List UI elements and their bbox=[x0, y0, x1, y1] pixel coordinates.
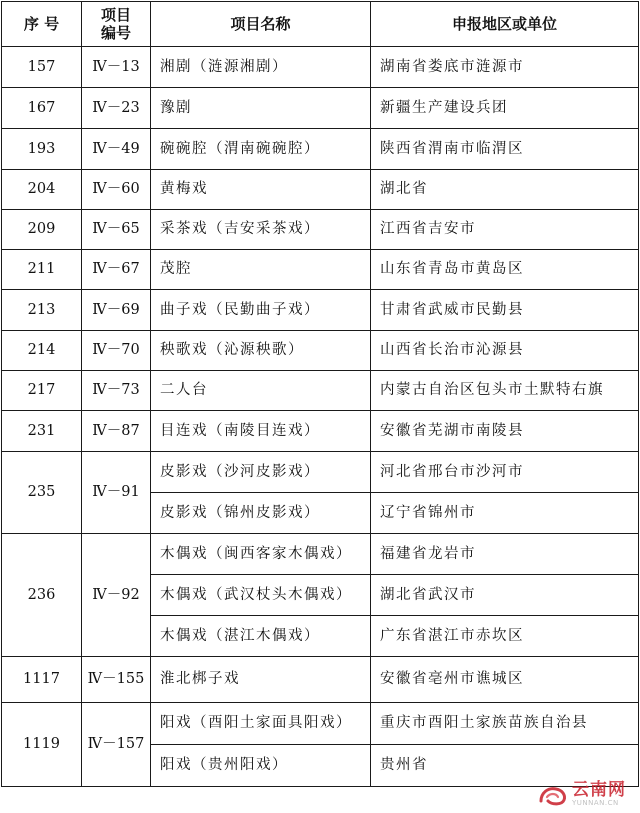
name-cell: 碗碗腔（渭南碗碗腔） bbox=[151, 129, 371, 170]
seq-cell: 235 bbox=[2, 452, 82, 534]
seq-cell: 1119 bbox=[2, 703, 82, 787]
name-cell: 采茶戏（吉安采茶戏） bbox=[151, 210, 371, 250]
code-cell: Ⅳ－155 bbox=[82, 657, 151, 703]
region-cell: 福建省龙岩市 bbox=[371, 534, 639, 575]
code-cell: Ⅳ－87 bbox=[82, 411, 151, 452]
name-cell: 茂腔 bbox=[151, 250, 371, 290]
name-cell: 曲子戏（民勤曲子戏） bbox=[151, 290, 371, 331]
name-cell: 阳戏（酉阳土家面具阳戏） bbox=[151, 703, 371, 745]
name-cell: 阳戏（贵州阳戏） bbox=[151, 745, 371, 787]
seq-cell: 204 bbox=[2, 170, 82, 210]
code-cell: Ⅳ－92 bbox=[82, 534, 151, 657]
table-row bbox=[2, 210, 639, 250]
table-row bbox=[2, 129, 639, 170]
region-cell: 江西省吉安市 bbox=[371, 210, 639, 250]
table-header-row bbox=[2, 2, 639, 47]
table-row bbox=[2, 331, 639, 371]
name-cell: 木偶戏（武汉杖头木偶戏） bbox=[151, 575, 371, 616]
seq-cell: 193 bbox=[2, 129, 82, 170]
seq-cell: 167 bbox=[2, 88, 82, 129]
seq-cell: 236 bbox=[2, 534, 82, 657]
region-cell: 甘肃省武威市民勤县 bbox=[371, 290, 639, 331]
region-cell: 山西省长治市沁源县 bbox=[371, 331, 639, 371]
table-row bbox=[2, 452, 639, 493]
seq-cell: 209 bbox=[2, 210, 82, 250]
name-cell: 豫剧 bbox=[151, 88, 371, 129]
code-cell: Ⅳ－157 bbox=[82, 703, 151, 787]
code-cell: Ⅳ－67 bbox=[82, 250, 151, 290]
name-cell: 目连戏（南陵目连戏） bbox=[151, 411, 371, 452]
table-row bbox=[2, 657, 639, 703]
name-cell: 黄梅戏 bbox=[151, 170, 371, 210]
region-cell: 湖北省 bbox=[371, 170, 639, 210]
seq-cell: 211 bbox=[2, 250, 82, 290]
region-cell: 新疆生产建设兵团 bbox=[371, 88, 639, 129]
region-cell: 广东省湛江市赤坎区 bbox=[371, 616, 639, 657]
name-cell: 皮影戏（锦州皮影戏） bbox=[151, 493, 371, 534]
table-row bbox=[2, 703, 639, 745]
region-cell: 辽宁省锦州市 bbox=[371, 493, 639, 534]
header-seq: 序 号 bbox=[2, 2, 82, 47]
watermark-subtext: YUNNAN.CN bbox=[572, 799, 619, 807]
heritage-project-table bbox=[1, 1, 639, 787]
seq-cell: 231 bbox=[2, 411, 82, 452]
watermark-text: 云南网 bbox=[572, 780, 626, 800]
name-cell: 木偶戏（湛江木偶戏） bbox=[151, 616, 371, 657]
name-cell: 皮影戏（沙河皮影戏） bbox=[151, 452, 371, 493]
table-row bbox=[2, 411, 639, 452]
region-cell: 内蒙古自治区包头市土默特右旗 bbox=[371, 371, 639, 411]
table-row bbox=[2, 290, 639, 331]
name-cell: 湘剧（涟源湘剧） bbox=[151, 47, 371, 88]
code-cell: Ⅳ－65 bbox=[82, 210, 151, 250]
region-cell: 安徽省芜湖市南陵县 bbox=[371, 411, 639, 452]
table-row bbox=[2, 250, 639, 290]
table-row bbox=[2, 534, 639, 575]
name-cell: 二人台 bbox=[151, 371, 371, 411]
yunnan-logo-icon bbox=[538, 783, 568, 807]
code-cell: Ⅳ－60 bbox=[82, 170, 151, 210]
seq-cell: 157 bbox=[2, 47, 82, 88]
table-row bbox=[2, 88, 639, 129]
seq-cell: 1117 bbox=[2, 657, 82, 703]
header-name: 项目名称 bbox=[151, 2, 371, 47]
region-cell: 安徽省亳州市谯城区 bbox=[371, 657, 639, 703]
code-cell: Ⅳ－49 bbox=[82, 129, 151, 170]
region-cell: 湖北省武汉市 bbox=[371, 575, 639, 616]
code-cell: Ⅳ－73 bbox=[82, 371, 151, 411]
code-cell: Ⅳ－91 bbox=[82, 452, 151, 534]
seq-cell: 213 bbox=[2, 290, 82, 331]
code-cell: Ⅳ－13 bbox=[82, 47, 151, 88]
region-cell: 山东省青岛市黄岛区 bbox=[371, 250, 639, 290]
table-row bbox=[2, 170, 639, 210]
name-cell: 秧歌戏（沁源秧歌） bbox=[151, 331, 371, 371]
table-row bbox=[2, 47, 639, 88]
table-row bbox=[2, 371, 639, 411]
yunnan-net-watermark bbox=[538, 782, 626, 807]
code-cell: Ⅳ－23 bbox=[82, 88, 151, 129]
code-cell: Ⅳ－69 bbox=[82, 290, 151, 331]
region-cell: 贵州省 bbox=[371, 745, 639, 787]
region-cell: 湖南省娄底市涟源市 bbox=[371, 47, 639, 88]
seq-cell: 214 bbox=[2, 331, 82, 371]
region-cell: 重庆市酉阳土家族苗族自治县 bbox=[371, 703, 639, 745]
header-code: 项目编号 bbox=[82, 2, 151, 47]
code-cell: Ⅳ－70 bbox=[82, 331, 151, 371]
header-region: 申报地区或单位 bbox=[371, 2, 639, 47]
name-cell: 木偶戏（闽西客家木偶戏） bbox=[151, 534, 371, 575]
region-cell: 陕西省渭南市临渭区 bbox=[371, 129, 639, 170]
name-cell: 淮北梆子戏 bbox=[151, 657, 371, 703]
region-cell: 河北省邢台市沙河市 bbox=[371, 452, 639, 493]
seq-cell: 217 bbox=[2, 371, 82, 411]
